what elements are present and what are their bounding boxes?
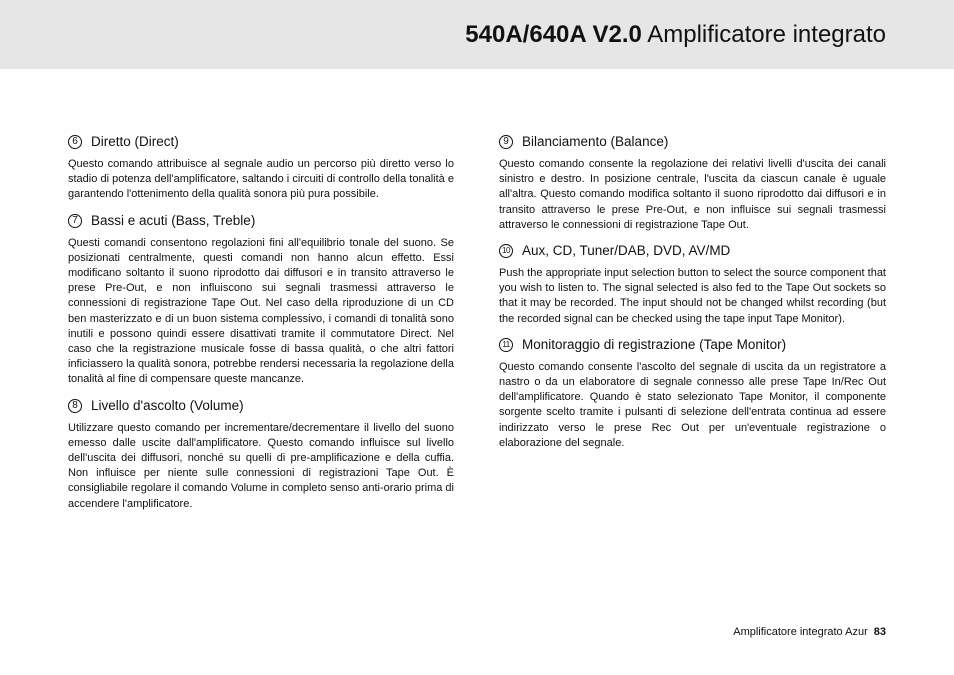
section-heading: [68, 212, 454, 230]
right-column: [499, 133, 886, 460]
section-body: Utilizzare questo comando per incrementare/decrementare il livello del suono emesso dalle uscite dall'amplificatore. Questo comando influisce sul livello dell'uscita dei diffusori, nonché su quelli di pre-amplificazione e della cuffia. Non influisce per niente sulle connessioni di registrazioni Tape Out. È consigliabile regolare il comando Volume in completo senso anti-orario prima di accendere l'amplificatore.: [68, 421, 454, 510]
section-title: Bilanciamento (Balance): [522, 134, 669, 149]
section-number-badge: 8: [68, 399, 82, 413]
section-body: Questo comando attribuisce al segnale audio un percorso più diretto verso lo stadio di potenza dell'amplificatore, saltando i circuiti di controllo della tonalità e garantendo l'ottenimento della qualità sonora più pura possibile.: [68, 158, 454, 201]
left-column: [68, 133, 454, 521]
section-title: Monitoraggio di registrazione (Tape Monitor): [522, 336, 787, 352]
section-body: Questo comando consente la regolazione dei relativi livelli d'uscita dei canali sinistro e destro. In posizione centrale, l'uscita da ciascun canale è uguale all'altra. Questo comando modifica soltanto il suono riprodotto dai diffusori e in transito attraverso le prese Pre-Out, e non influisce sui segnali trasmessi attraverso le connessioni di registrazione Tape Out.: [499, 158, 886, 231]
section-body: Questi comandi consentono regolazioni fini all'equilibrio tonale del suono. Se posizionati centralmente, questi comandi non hanno alcun effetto. Essi modificano soltanto il suono riprodotto dai diffusori e in transito attraverso le prese Pre-Out, e non influiscono sui segnali trasmessi attraverso le connessioni di registrazione Tape Out. Nel caso della riproduzione di un CD ben masterizzato e di un buon sistema complessivo, i comandi di tonalità sono inutili e possono quindi essere disattivati tramite il commutatore Direct. Nel caso che la registrazione musicale fosse di bassa qualità, o che altri fattori inficiassero la qualità sonora, potrebbe rendersi necessaria la regolazione della tonalità al fine di compensare queste mancanze.: [68, 236, 454, 386]
section-title: Aux, CD, Tuner/DAB, DVD, AV/MD: [522, 243, 731, 259]
section-number-badge: 9: [499, 135, 513, 149]
section-volume: [68, 397, 454, 512]
section-tape-monitor: [499, 336, 886, 451]
section-heading: [499, 242, 886, 260]
section-title: Diretto (Direct): [91, 134, 179, 149]
section-number-badge: 11: [499, 338, 513, 352]
section-heading: [68, 133, 454, 151]
section-bass-treble: [68, 212, 454, 388]
page-title-text: Amplificatore integrato: [647, 21, 886, 48]
section-heading: [499, 336, 886, 354]
section-title: Livello d'ascolto (Volume): [91, 397, 244, 413]
section-number-badge: 6: [68, 135, 82, 149]
page-title-model: 540A/640A V2.0: [465, 21, 642, 48]
section-heading: [68, 397, 454, 415]
footer-text: Amplificatore integrato Azur: [733, 626, 868, 638]
section-body: Questo comando consente l'ascolto del segnale di uscita da un registratore a nastro o da un elaboratore di segnale connesso alle prese Tape In/Rec Out dell'amplificatore. Quando è stato selezionato Tape Monitor, il componente sorgente scelto tramite i pulsanti di selezione dell'entrata continua ad essere indirizzato verso le prese Rec Out per un'eventuale registrazione o elaborazione del segnale.: [499, 360, 886, 449]
section-direct: [68, 133, 454, 203]
section-number-badge: 7: [68, 214, 82, 228]
page-title: [465, 20, 886, 50]
section-title: Bassi e acuti (Bass, Treble): [91, 212, 256, 228]
page-footer: [733, 624, 886, 640]
section-heading: [499, 133, 886, 151]
page-number: 83: [873, 626, 886, 638]
section-balance: [499, 133, 886, 233]
section-number-badge: 10: [499, 244, 513, 258]
section-inputs: [499, 242, 886, 327]
section-body: Push the appropriate input selection button to select the source component that you wish to listen to. The signal selected is also fed to the Tape Out sockets so that it may be recorded. The input should not be changed whilst recording (but the recorded signal can be checked using the tape input Tape Monitor).: [499, 267, 886, 325]
